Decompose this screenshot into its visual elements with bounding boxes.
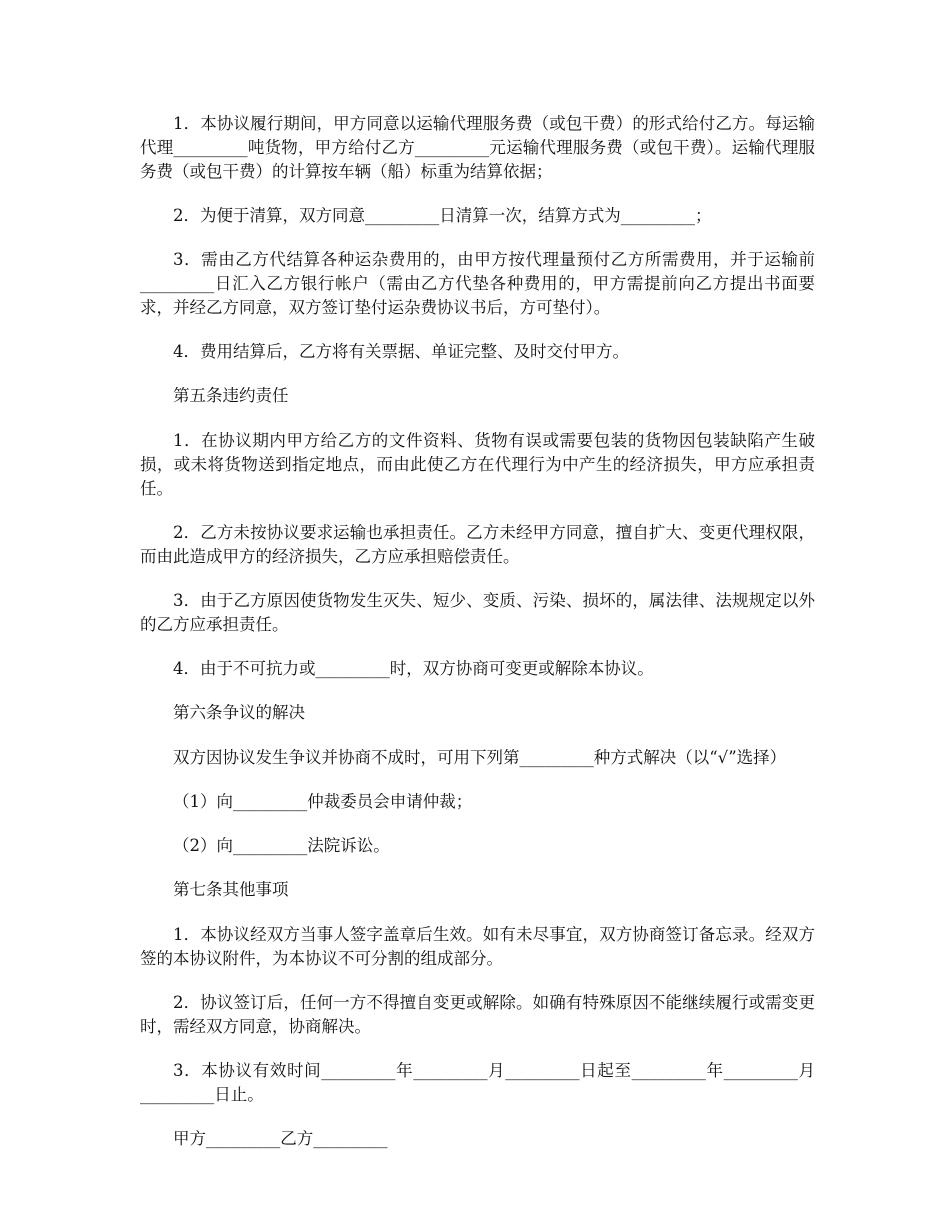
clause-effective-signature: 1．本协议经双方当事人签字盖章后生效。如有未尽事宜，双方协商签订备忘录。经双方签的本协议附件，为本协议不可分割的组成部分。 [140,925,815,968]
section-heading-dispute: 第六条争议的解决 [173,703,305,722]
document-body [140,112,815,1151]
clause-validity-period: 3．本协议有效时间_________年_________月_________日起至_________年_________月_________日止。 [140,1061,815,1104]
clause-breach-party-a: 1．在协议期内甲方给乙方的文件资料、货物有误或需要包装的货物因包装缺陷产生破损，或未将货物送到指定地点，而由此使乙方在代理行为中产生的经济损失，甲方应承担责任。 [140,431,815,498]
clause-settlement-cycle: 2．为便于清算，双方同意_________日清算一次，结算方式为_________； [173,206,712,225]
clause-goods-damage: 3．由于乙方原因使货物发生灭失、短少、变质、污染、损坏的，属法律、法规规定以外的乙方应承担责任。 [140,591,815,634]
signature-line: 甲方_________乙方_________ [173,1129,388,1148]
clause-fee-payment: 1．本协议履行期间，甲方同意以运输代理服务费（或包干费）的形式给付乙方。每运输代理_________吨货物，甲方给付乙方_________元运输代理服务费（或包干费）。运输代理服务费（或包干费）的计算按车辆（船）标重为结算依据； [140,114,815,181]
clause-force-majeure: 4．由于不可抗力或_________时，双方协商可变更或解除本协议。 [173,659,654,678]
clause-breach-party-b: 2．乙方未按协议要求运输也承担责任。乙方未经甲方同意，擅自扩大、变更代理权限，而由此造成甲方的经济损失，乙方应承担赔偿责任。 [140,523,815,566]
clause-litigation-option: （2）向_________法院诉讼。 [173,836,390,855]
section-heading-other: 第七条其他事项 [173,880,289,899]
clause-dispute-method: 双方因协议发生争议并协商不成时，可用下列第_________种方式解决（以“√”选择） [173,748,787,767]
section-heading-breach: 第五条违约责任 [173,386,289,405]
clause-advance-payment: 3．需由乙方代结算各种运杂费用的，由甲方按代理量预付乙方所需费用，并于运输前_________日汇入乙方银行帐户（需由乙方代垫各种费用的，甲方需提前向乙方提出书面要求，并经乙方同意，双方签订垫付运杂费协议书后，方可垫付）。 [140,250,815,317]
clause-arbitration-option: （1）向_________仲裁委员会申请仲裁； [173,792,473,811]
clause-documents-delivery: 4．费用结算后，乙方将有关票据、单证完整、及时交付甲方。 [173,342,629,361]
clause-no-unilateral-change: 2．协议签订后，任何一方不得擅自变更或解除。如确有特殊原因不能继续履行或需变更时，需经双方同意，协商解决。 [140,993,815,1036]
